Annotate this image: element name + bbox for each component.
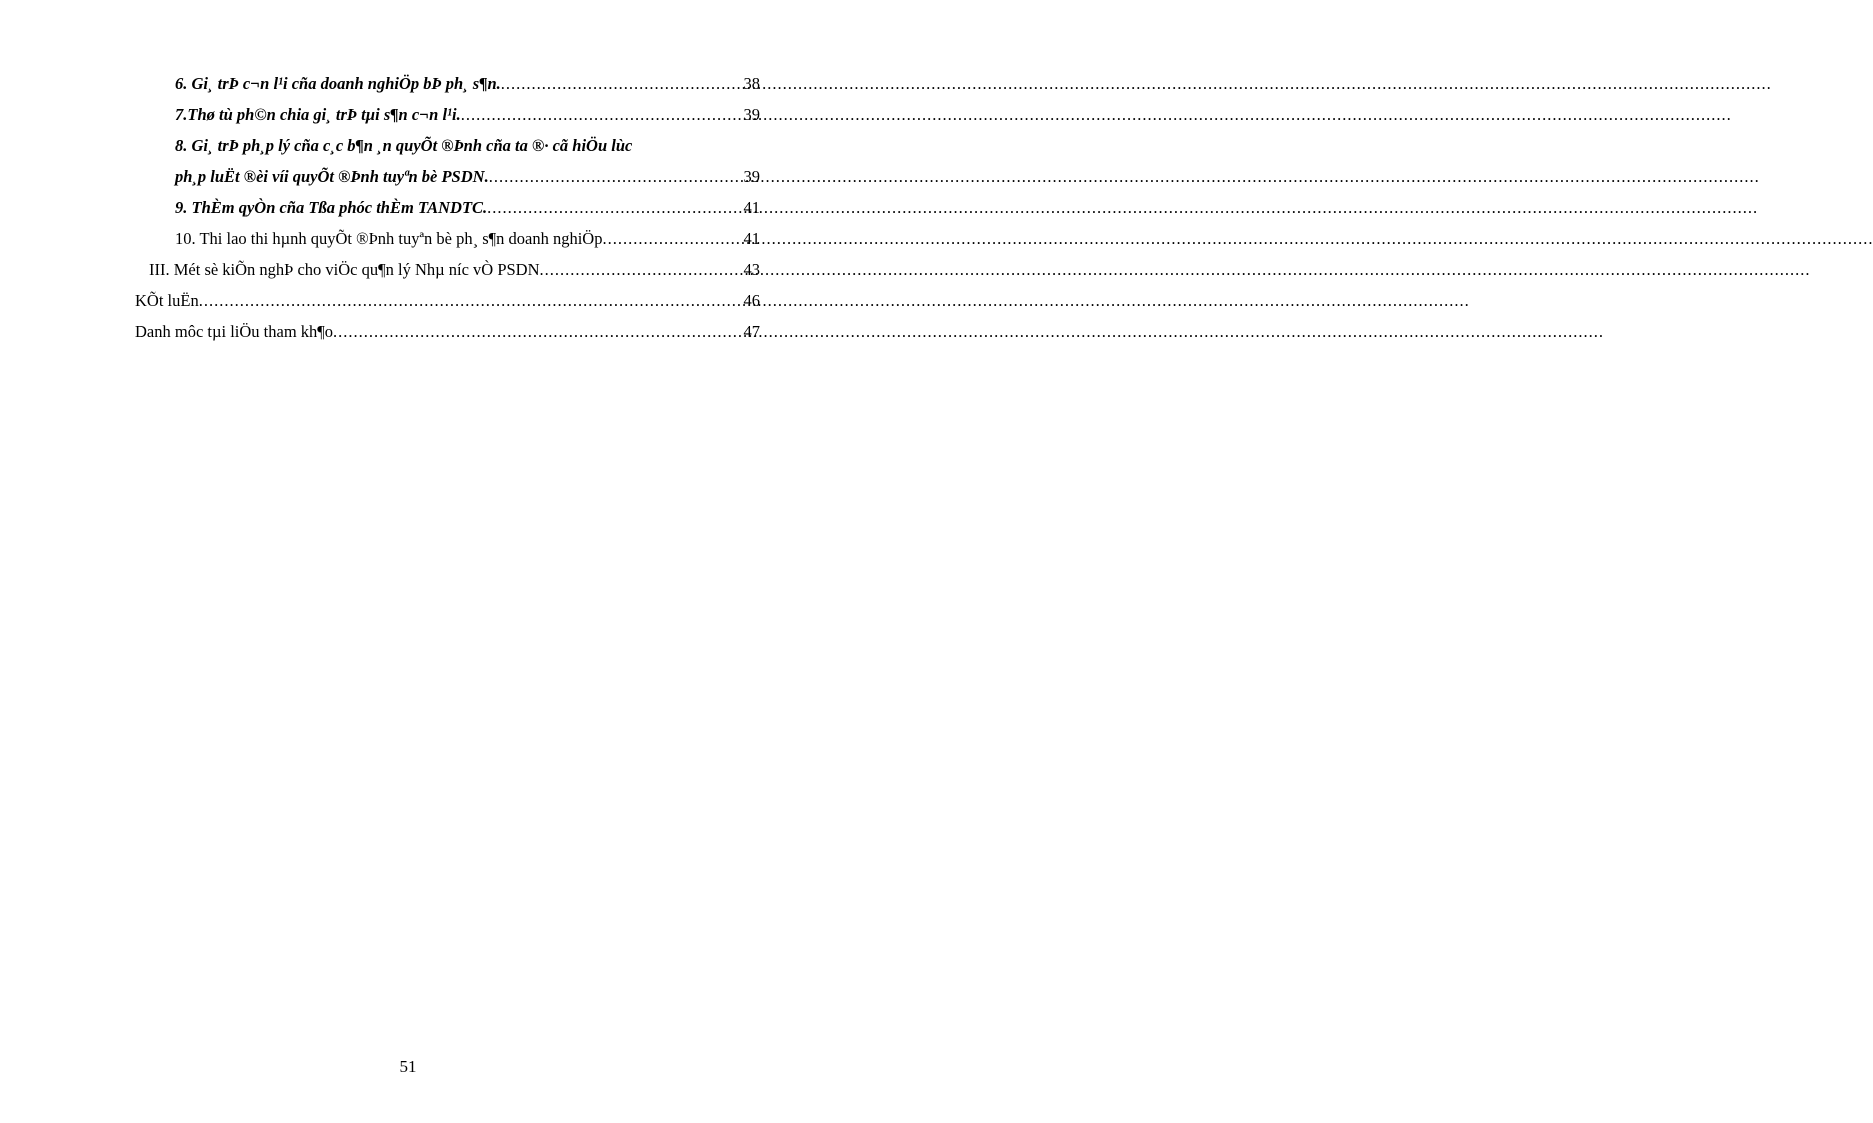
toc-entry-page: 38 xyxy=(743,74,760,93)
dot-leader xyxy=(199,291,744,311)
toc-entry-page: 41 xyxy=(743,198,760,217)
toc-entry-title: Danh môc tµi liÖu tham kh¶o xyxy=(135,322,333,341)
toc-entry-title: 10. Thi lao thi hµnh quyÕt ®Þnh tuyªn bè ph¸ s¶n doanh nghiÖp xyxy=(175,229,603,248)
toc-entry-page: 46 xyxy=(743,291,760,310)
toc-entry-title: 6. Gi¸ trÞ c¬n l¹i cña doanh nghiÖp bÞ ph¸ s¶n. xyxy=(175,74,501,93)
toc-entry-page: 43 xyxy=(743,260,760,279)
page-number: 51 xyxy=(399,1057,417,1076)
toc-entry-title: ph¸p luËt ®èi víi quyÕt ®Þnh tuyªn bè PSDN. xyxy=(175,167,489,186)
toc-entry-section-iii xyxy=(135,260,760,291)
toc-entry-page: 47 xyxy=(743,322,760,341)
toc-entry-8-line-2 xyxy=(135,167,760,198)
toc-entry-9 xyxy=(135,198,760,229)
dot-leader xyxy=(540,260,744,280)
toc-entry-references xyxy=(135,322,760,353)
toc-entry-page: 41 xyxy=(743,229,760,248)
dot-leader xyxy=(501,74,744,94)
toc-entry-page: 39 xyxy=(743,105,760,124)
dot-leader xyxy=(489,167,744,187)
toc-entry-8-line-1 xyxy=(135,136,760,167)
toc-entry-page: 39 xyxy=(743,167,760,186)
toc-entry-title: 8. Gi¸ trÞ ph¸p lý cña c¸c b¶n ¸n quyÕt ®Þnh cña ta ®· cã hiÖu lùc xyxy=(175,136,633,155)
dot-leader xyxy=(487,198,743,218)
toc-entry-title: III. Mét sè kiÕn nghÞ cho viÖc qu¶n lý Nhµ níc vÒ PSDN xyxy=(149,260,540,279)
dot-leader xyxy=(602,229,743,249)
toc-entry-title: KÕt luËn xyxy=(135,291,199,310)
toc-entry-7 xyxy=(135,105,760,136)
toc-entry-6 xyxy=(135,74,760,105)
dot-leader xyxy=(461,105,744,125)
toc-entry-conclusion xyxy=(135,291,760,322)
toc-entry-title: 9. ThÈm qyÒn cña Tßa phóc thÈm TANDTC. xyxy=(175,198,488,217)
dot-leader xyxy=(333,322,744,342)
toc-entry-10 xyxy=(135,229,760,260)
table-of-contents xyxy=(135,74,760,353)
toc-entry-title: 7.Thø tù ph©n chia gi¸ trÞ tµi s¶n c¬n l¹i. xyxy=(175,105,461,124)
